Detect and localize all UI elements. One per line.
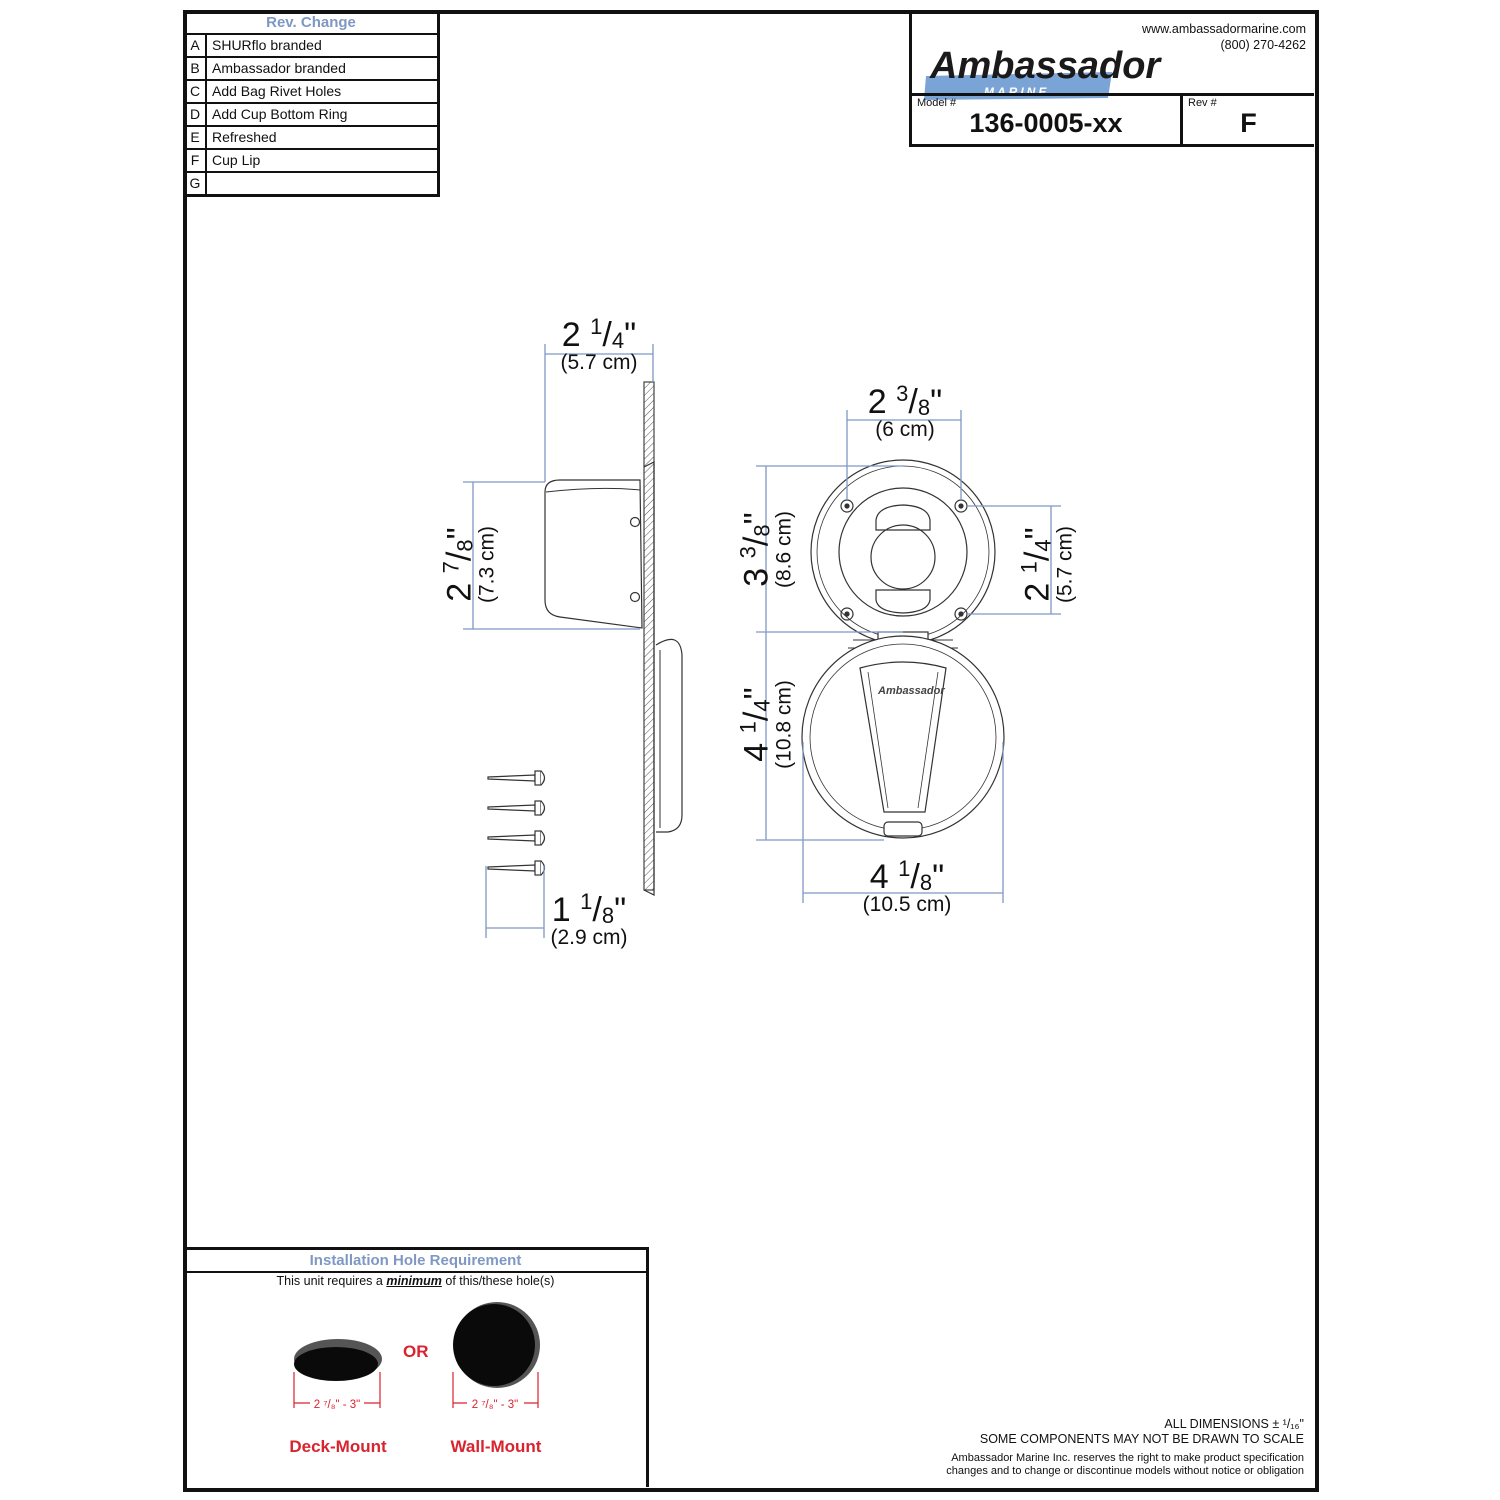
model-number: 136-0005-xx: [969, 108, 1123, 138]
deck-mount-label: Deck-Mount: [289, 1437, 387, 1456]
front-view: [802, 460, 1004, 838]
model-label: Model #: [917, 97, 957, 109]
revision-change: SHURflo branded: [212, 37, 322, 53]
deck-mount-dimension: 2 ⁷/₈" - 3": [313, 1399, 361, 1411]
wall-mount-label: Wall-Mount: [450, 1437, 542, 1456]
mounting-screws: [488, 771, 545, 875]
scale-note: SOME COMPONENTS MAY NOT BE DRAWN TO SCALE: [979, 1432, 1304, 1446]
screw-1: [488, 771, 545, 785]
cup-lip-line: [546, 488, 640, 492]
rev-label: Rev #: [1188, 97, 1217, 109]
revision-letter: E: [185, 127, 207, 148]
dim-hole-spacing-vertical: 2 $^1$/4" (5.7 cm): [1016, 526, 1077, 604]
revision-table-title: Rev. Change: [185, 12, 437, 35]
screw-3: [488, 831, 545, 845]
side-view: [545, 382, 682, 895]
lid-latch: [884, 822, 922, 836]
revision-change: Ambassador branded: [212, 60, 346, 76]
installation-note-emphasis: minimum: [386, 1274, 442, 1288]
rivet-hole-upper: [631, 518, 640, 527]
dim-side-depth: 2 $^1$/4" (5.7 cm): [560, 314, 638, 374]
rivet-hole-lower: [631, 593, 640, 602]
cup-top-tab: [876, 505, 930, 530]
revision-change: Add Cup Bottom Ring: [212, 106, 348, 122]
wall-mount-dimension: 2 ⁷/₈" - 3": [471, 1399, 519, 1411]
cup-body-side: [545, 480, 642, 628]
cup-opening: [839, 488, 967, 616]
revision-change: Cup Lip: [212, 152, 261, 168]
revision-letter: A: [185, 35, 207, 56]
dim-side-height: 2 $^7$/8" (7.3 cm): [438, 526, 499, 604]
installation-title: Installation Hole Requirement: [185, 1250, 646, 1273]
logo-word: Ambassador: [930, 45, 1161, 87]
revision-change: Refreshed: [212, 129, 277, 145]
dimension-tolerance-note: ALL DIMENSIONS ± ¹/₁₆": [1164, 1417, 1304, 1431]
screw-2: [488, 801, 545, 815]
dimension-lines: [463, 344, 1061, 938]
revision-letter: C: [185, 81, 207, 102]
revision-letter: B: [185, 58, 207, 79]
lid-outer: [802, 636, 1004, 838]
mounting-surface-section: [644, 382, 654, 890]
phone-text: (800) 270-4262: [1220, 38, 1306, 52]
lid-brand-text: Ambassador: [878, 685, 945, 697]
dim-screw-length: 1 $^1$/8" (2.9 cm): [550, 889, 628, 949]
installation-hole-block: [185, 1247, 649, 1487]
cup-bottom-tab: [876, 590, 930, 613]
legal-note-line1: Ambassador Marine Inc. reserves the right to make product specification: [951, 1452, 1304, 1464]
dim-upper-height: 3 $^3$/8" (8.6 cm): [735, 511, 796, 589]
revision-letter: G: [185, 173, 207, 194]
screw-4: [488, 861, 545, 875]
cup-bottom: [871, 525, 935, 589]
revision-letter: F: [185, 150, 207, 171]
dim-overall-width: 4 $^1$/8" (10.5 cm): [862, 856, 952, 916]
dim-hole-spacing-horizontal: 2 $^3$/8" (6 cm): [867, 381, 943, 441]
installation-note: This unit requires a minimum of this/these hole(s): [276, 1274, 555, 1288]
or-label: OR: [403, 1342, 429, 1361]
dim-line-screw-length: [486, 866, 544, 938]
rev-value: F: [1240, 108, 1257, 138]
revision-letter: D: [185, 104, 207, 125]
revision-change: Add Bag Rivet Holes: [212, 83, 342, 99]
legal-note-line2: changes and to change or discontinue models without notice or obligation: [946, 1465, 1304, 1477]
website-text: www.ambassadormarine.com: [1142, 22, 1306, 36]
dim-lower-height: 4 $^1$/4" (10.8 cm): [735, 680, 796, 769]
logo-subword: MARINE: [984, 85, 1050, 99]
